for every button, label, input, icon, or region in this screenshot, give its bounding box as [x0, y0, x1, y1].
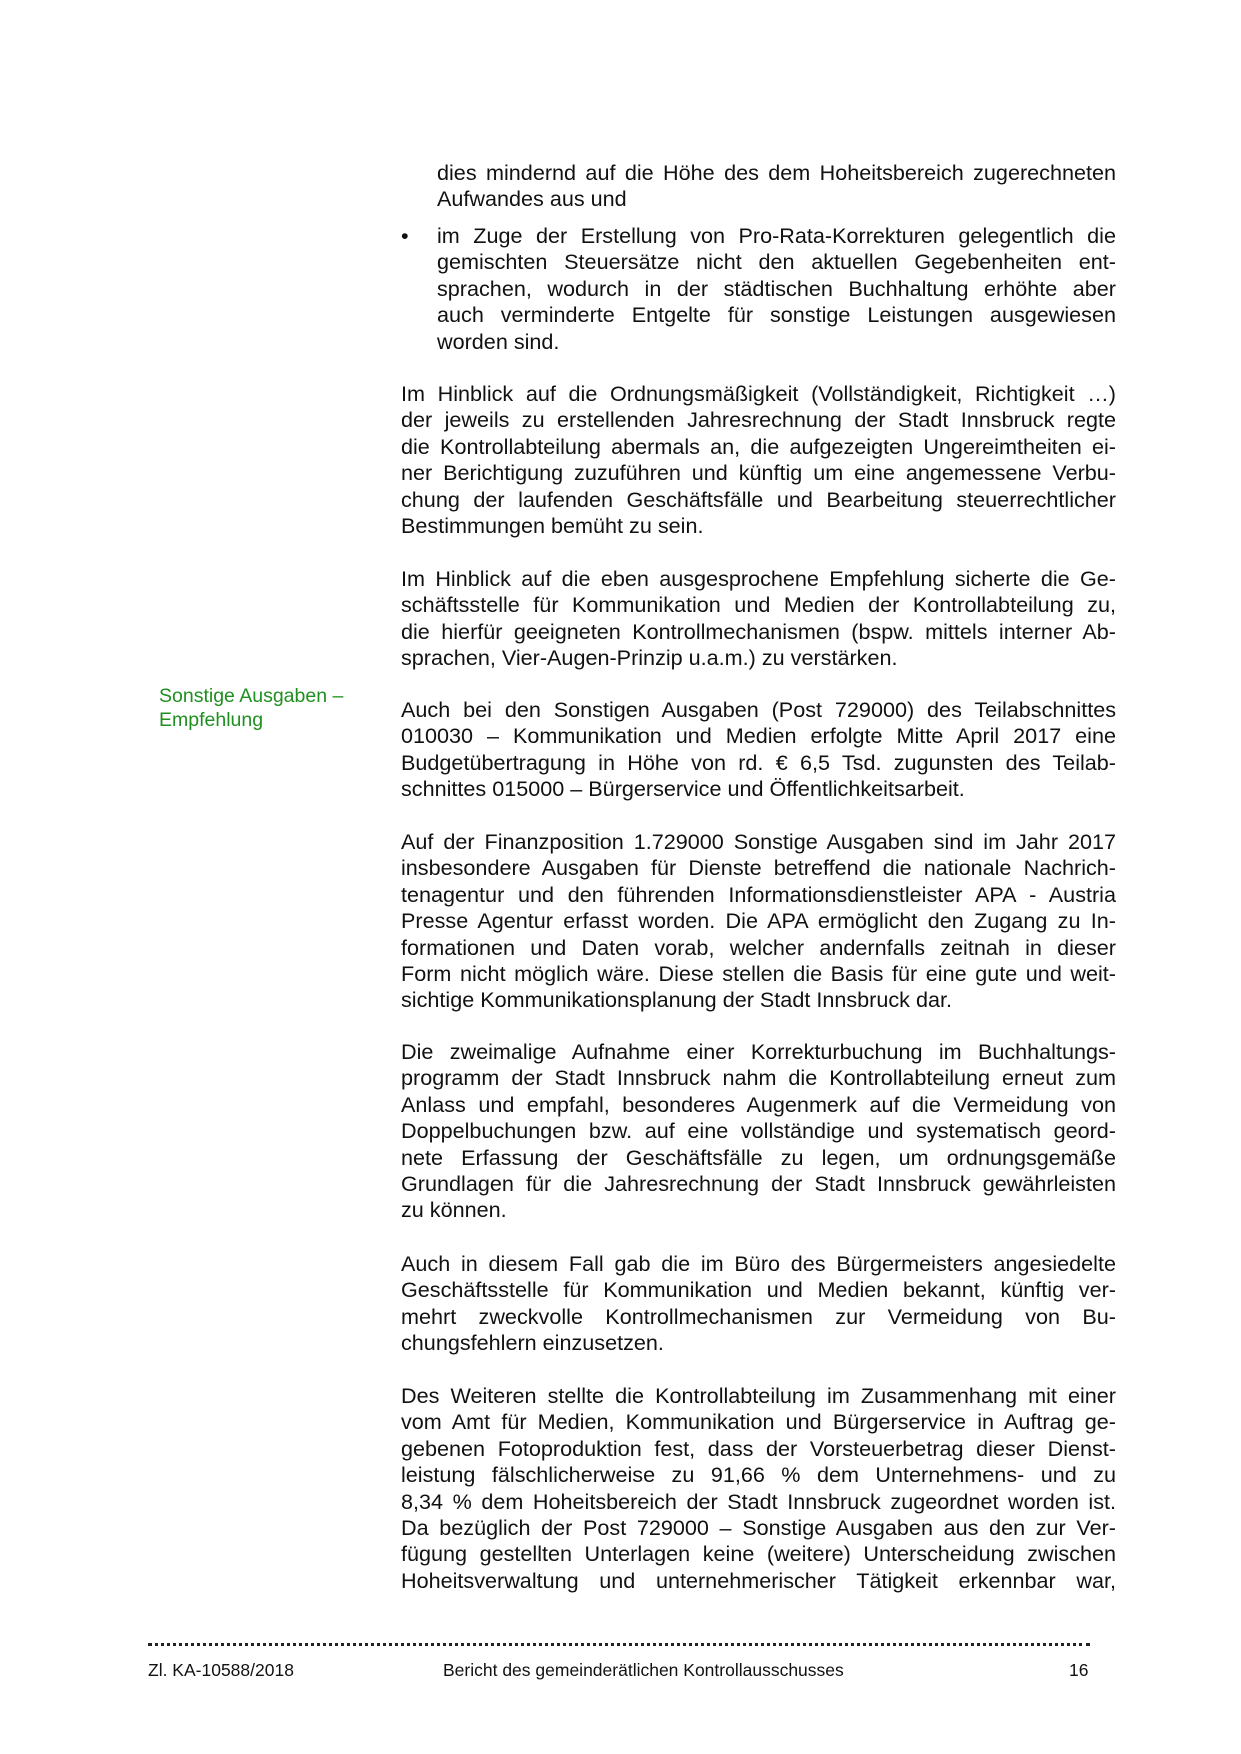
- text-line: Hoheitsverwaltung und unternehmerischer Tätigkeit erkennbar war,: [401, 1567, 1116, 1593]
- text-line: sprachen, wodurch in der städtischen Buchhaltung erhöhte aber: [437, 275, 1116, 301]
- text-line: formationen und Daten vorab, welcher andernfalls zeitnah in dieser: [401, 934, 1116, 960]
- text-line: insbesondere Ausgaben für Dienste betreffend die nationale Nachrich-: [401, 855, 1116, 881]
- text-line: Die zweimalige Aufnahme einer Korrekturbuchung im Buchhaltungs-: [401, 1039, 1116, 1064]
- text-line: sprachen, Vier-Augen-Prinzip u.a.m.) zu verstärken.: [401, 645, 898, 671]
- text-line: Da bezüglich der Post 729000 – Sonstige Ausgaben aus den zur Ver-: [401, 1514, 1116, 1540]
- paragraph-ordnungsmaessigkeit: [401, 381, 1116, 539]
- text-line: Grundlagen für die Jahresrechnung der Stadt Innsbruck gewährleisten: [401, 1170, 1116, 1196]
- text-line: fügung gestellten Unterlagen keine (weitere) Unterscheidung zwischen: [401, 1541, 1116, 1567]
- text-line: ner Berichtigung zuzuführen und künftig um eine angemessene Verbu-: [401, 460, 1116, 486]
- text-line: die hierfür geeigneten Kontrollmechanismen (bspw. mittels interner Ab-: [401, 618, 1116, 644]
- text-line: Aufwandes aus und: [437, 186, 627, 212]
- paragraph-empfehlung-reaktion: [401, 566, 1116, 672]
- text-line: chungsfehlern einzusetzen.: [401, 1330, 664, 1356]
- text-line: die Kontrollabteilung abermals an, die aufgezeigten Ungereimtheiten ei-: [401, 433, 1116, 459]
- paragraph-buergermeister: [401, 1251, 1116, 1357]
- text-line: 010030 – Kommunikation und Medien erfolgte Mitte April 2017 eine: [401, 723, 1116, 749]
- text-line: schäftsstelle für Kommunikation und Medien der Kontrollabteilung zu,: [401, 592, 1116, 618]
- text-line: chung der laufenden Geschäftsfälle und Bearbeitung steuerrechtlicher: [401, 486, 1116, 512]
- text-line: Budgetübertragung in Höhe von rd. € 6,5 Tsd. zugunsten des Teilab-: [401, 749, 1116, 775]
- text-line: mehrt zweckvolle Kontrollmechanismen zur Vermeidung von Bu-: [401, 1303, 1116, 1329]
- paragraph-sonstige-ausgaben: [401, 697, 1116, 803]
- text-line: zu können.: [401, 1197, 507, 1223]
- text-line: Des Weiteren stellte die Kontrollabteilung im Zusammenhang mit einer: [401, 1383, 1116, 1408]
- footer-reference: Zl. KA-10588/2018: [148, 1660, 294, 1680]
- text-line: Auch bei den Sonstigen Ausgaben (Post 729000) des Teilabschnittes: [401, 697, 1116, 722]
- text-line: vom Amt für Medien, Kommunikation und Bürgerservice in Auftrag ge-: [401, 1409, 1116, 1435]
- paragraph-bullet: [437, 223, 1116, 355]
- text-line: nete Erfassung der Geschäftsfälle zu legen, um ordnungsgemäße: [401, 1144, 1116, 1170]
- text-line: programm der Stadt Innsbruck nahm die Kontrollabteilung erneut zum: [401, 1065, 1116, 1091]
- text-line: sichtige Kommunikationsplanung der Stadt Innsbruck dar.: [401, 987, 952, 1013]
- text-line: Im Hinblick auf die eben ausgesprochene Empfehlung sicherte die Ge-: [401, 566, 1116, 591]
- page-number: 16: [1069, 1660, 1089, 1680]
- bullet-icon: •: [401, 223, 409, 248]
- margin-note: [159, 684, 343, 732]
- text-line: Im Hinblick auf die Ordnungsmäßigkeit (Vollständigkeit, Richtigkeit …): [401, 381, 1116, 406]
- text-line: 8,34 % dem Hoheitsbereich der Stadt Innsbruck zugeordnet worden ist.: [401, 1488, 1116, 1514]
- text-line: Bestimmungen bemüht zu sein.: [401, 512, 704, 538]
- footer-divider: [148, 1643, 1090, 1646]
- text-line: dies mindernd auf die Höhe des dem Hoheitsbereich zugerechneten: [437, 160, 1116, 185]
- text-line: Geschäftsstelle für Kommunikation und Medien bekannt, künftig ver-: [401, 1277, 1116, 1303]
- text-line: Auch in diesem Fall gab die im Büro des Bürgermeisters angesiedelte: [401, 1251, 1116, 1276]
- text-line: Form nicht möglich wäre. Diese stellen die Basis für eine gute und weit-: [401, 960, 1116, 986]
- text-line: gemischten Steuersätze nicht den aktuellen Gegebenheiten ent-: [437, 249, 1116, 275]
- text-line: Auf der Finanzposition 1.729000 Sonstige Ausgaben sind im Jahr 2017: [401, 829, 1116, 854]
- paragraph-fotoproduktion: [401, 1383, 1116, 1594]
- paragraph-finanzposition: [401, 829, 1116, 1014]
- margin-note-line: Empfehlung: [159, 709, 264, 731]
- margin-note-line: Sonstige Ausgaben –: [159, 685, 344, 707]
- text-line: Anlass und empfahl, besonderes Augenmerk auf die Vermeidung von: [401, 1091, 1116, 1117]
- text-line: worden sind.: [437, 328, 560, 354]
- text-line: Presse Agentur erfasst worden. Die APA ermöglicht den Zugang zu In-: [401, 908, 1116, 934]
- text-line: leistung fälschlicherweise zu 91,66 % dem Unternehmens- und zu: [401, 1462, 1116, 1488]
- paragraph-korrekturbuchung: [401, 1039, 1116, 1224]
- paragraph-continuation: [437, 160, 1116, 213]
- footer-title: Bericht des gemeinderätlichen Kontrollausschusses: [443, 1660, 844, 1680]
- text-line: schnittes 015000 – Bürgerservice und Öffentlichkeitsarbeit.: [401, 776, 965, 802]
- text-line: gebenen Fotoproduktion fest, dass der Vorsteuerbetrag dieser Dienst-: [401, 1435, 1116, 1461]
- text-line: der jeweils zu erstellenden Jahresrechnung der Stadt Innsbruck regte: [401, 407, 1116, 433]
- text-line: im Zuge der Erstellung von Pro-Rata-Korrekturen gelegentlich die: [437, 223, 1116, 248]
- text-line: tenagentur und den führenden Informationsdienstleister APA - Austria: [401, 881, 1116, 907]
- text-line: Doppelbuchungen bzw. auf eine vollständige und systematisch geord-: [401, 1118, 1116, 1144]
- text-line: auch verminderte Entgelte für sonstige Leistungen ausgewiesen: [437, 302, 1116, 328]
